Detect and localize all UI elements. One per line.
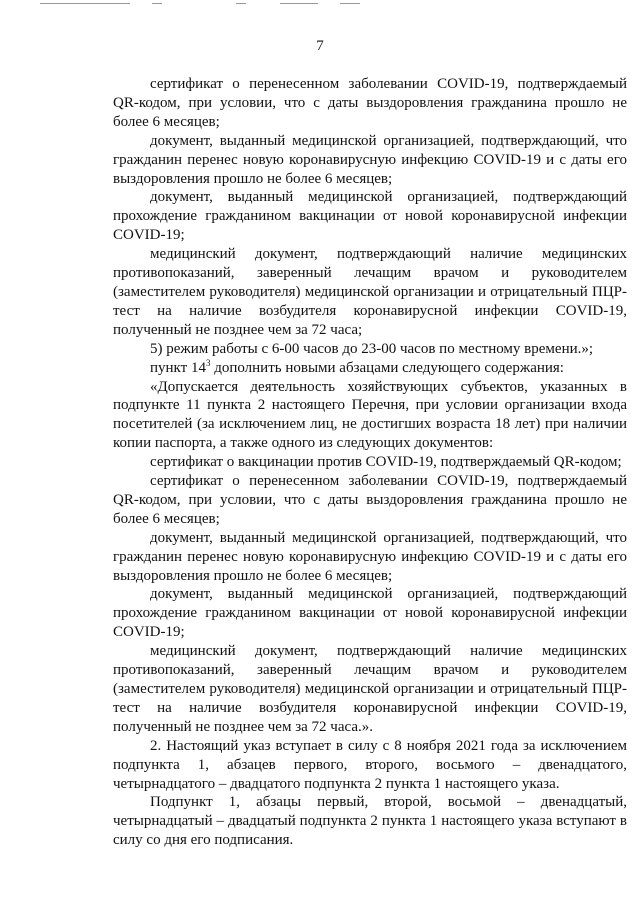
paragraph: Подпункт 1, абзацы первый, второй, восьмой – двенадцатый, четырнадцатый – двадцатый подпункта 2 пункта 1 настоящего указа вступают в силу со дня его подписания. <box>113 794 627 849</box>
paragraph: 2. Настоящий указ вступает в силу с 8 ноября 2021 года за исключением подпункта 1, абзацев первого, второго, восьмого – двенадцатого, четырнадцатого – двадцатого подпункта 2 пункта 1 настоящего указа. <box>113 737 627 792</box>
paragraph: сертификат о перенесенном заболевании COVID-19, подтверждаемый QR-кодом, при условии, что с даты выздоровления гражданина прошло не более 6 месяцев; <box>113 473 627 527</box>
paragraph: «Допускается деятельность хозяйствующих субъектов, указанных в подпункте 11 пункта 2 настоящего Перечня, при условии организации входа посетителей (за исключением лиц, не достигших возраста 18 лет) при наличии копии паспорта, а также одного из следующих документов: <box>113 378 627 452</box>
paragraph: документ, выданный медицинской организацией, подтверждающий, что гражданин перенес новую коронавирусную инфекцию COVID-19 и с даты его выздоровления прошло не более 6 месяцев; <box>113 529 627 584</box>
paragraph: сертификат о перенесенном заболевании COVID-19, подтверждаемый QR-кодом, при условии, что с даты выздоровления гражданина прошло не более 6 месяцев; <box>113 76 627 130</box>
paragraph: документ, выданный медицинской организацией, подтверждающий, что гражданин перенес новую коронавирусную инфекцию COVID-19 и с даты его выздоровления прошло не более 6 месяцев; <box>113 132 627 187</box>
paragraph <box>113 359 627 378</box>
paragraph-text: дополнить новыми абзацами следующего содержания: <box>210 359 564 376</box>
paragraph: сертификат о вакцинации против COVID-19, подтверждаемый QR-кодом; <box>150 454 622 471</box>
paragraph: медицинский документ, подтверждающий наличие медицинских противопоказаний, заверенный лечащим врачом и руководителем (заместителем руководителя) медицинской организации и отрицательный ПЦР-тест на наличие возбудителя коронавирусной инфекции COVID-19, полученный не позднее чем за 72 часа.». <box>113 643 627 735</box>
scan-artifact-lines <box>40 0 400 8</box>
superscript: 3 <box>205 357 211 368</box>
paragraph: документ, выданный медицинской организацией, подтверждающий прохождение гражданином вакцинации от новой коронавирусной инфекции COVID-19; <box>113 189 627 244</box>
paragraph: медицинский документ, подтверждающий наличие медицинских противопоказаний, заверенный лечащим врачом и руководителем (заместителем руководителя) медицинской организации и отрицательный ПЦР-тест на наличие возбудителя коронавирусной инфекции COVID-19, полученный не позднее чем за 72 часа; <box>113 246 627 338</box>
page-number: 7 <box>316 38 324 54</box>
paragraph: документ, выданный медицинской организацией, подтверждающий прохождение гражданином вакцинации от новой коронавирусной инфекции COVID-19; <box>113 586 627 641</box>
paragraph: 5) режим работы с 6-00 часов до 23-00 часов по местному времени.»; <box>150 340 594 357</box>
paragraph-text: пункт 14 <box>150 359 206 376</box>
document-body <box>113 75 627 850</box>
